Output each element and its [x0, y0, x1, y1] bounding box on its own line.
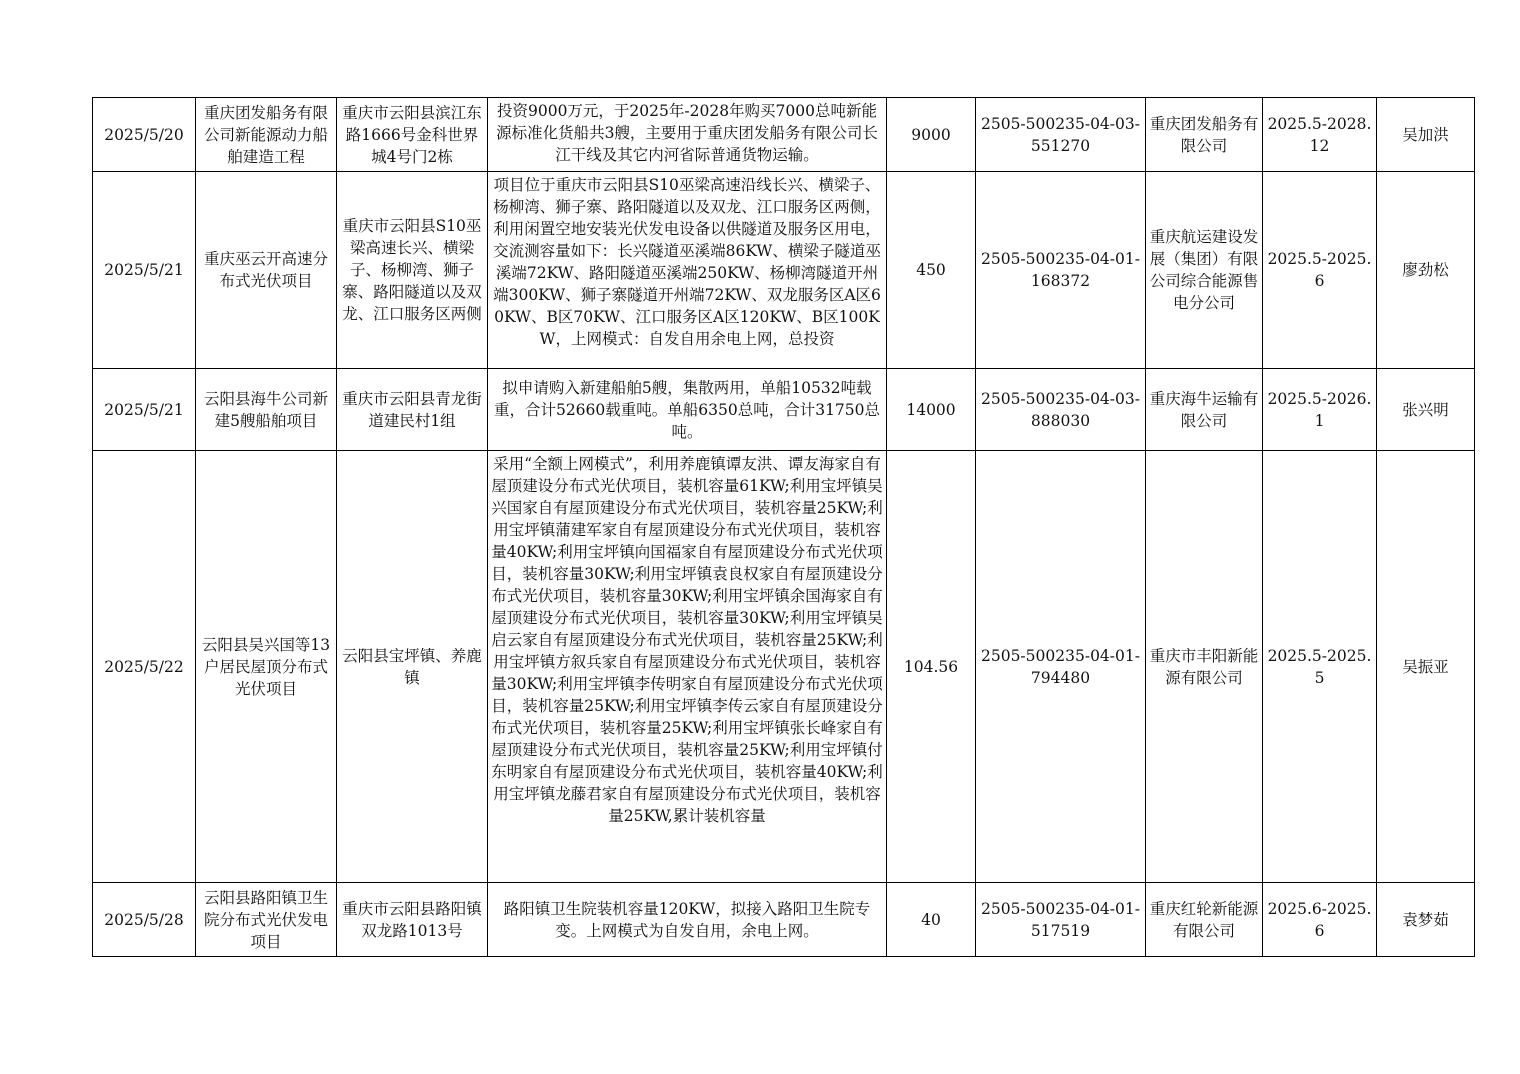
period-cell: 2025.5-2028.12 [1263, 98, 1377, 172]
date-cell: 2025/5/21 [93, 172, 196, 369]
period-cell: 2025.6-2025.6 [1263, 883, 1377, 957]
table-row [93, 172, 1475, 369]
period-cell: 2025.5-2026.1 [1263, 369, 1377, 451]
project-table [92, 97, 1475, 957]
table-row [93, 883, 1475, 957]
project-code-cell: 2505-500235-04-03-551270 [976, 98, 1146, 172]
investment-cell: 450 [887, 172, 976, 369]
date-cell: 2025/5/21 [93, 369, 196, 451]
table-row [93, 369, 1475, 451]
contact-cell: 吴振亚 [1377, 451, 1475, 883]
date-cell: 2025/5/22 [93, 451, 196, 883]
company-cell: 重庆市丰阳新能源有限公司 [1146, 451, 1263, 883]
date-cell: 2025/5/20 [93, 98, 196, 172]
project-name-cell: 云阳县海牛公司新建5艘船舶项目 [196, 369, 337, 451]
description-cell: 拟申请购入新建船舶5艘，集散两用，单船10532吨载重，合计52660载重吨。单船6350总吨，合计31750总吨。 [488, 369, 887, 451]
investment-cell: 9000 [887, 98, 976, 172]
company-cell: 重庆海牛运输有限公司 [1146, 369, 1263, 451]
location-cell: 重庆市云阳县路阳镇双龙路1013号 [337, 883, 488, 957]
period-cell: 2025.5-2025.5 [1263, 451, 1377, 883]
project-name-cell: 重庆团发船务有限公司新能源动力船舶建造工程 [196, 98, 337, 172]
table-row [93, 98, 1475, 172]
investment-cell: 40 [887, 883, 976, 957]
contact-cell: 廖劲松 [1377, 172, 1475, 369]
contact-cell: 袁梦茹 [1377, 883, 1475, 957]
project-code-cell: 2505-500235-04-01-168372 [976, 172, 1146, 369]
project-name-cell: 云阳县吴兴国等13户居民屋顶分布式光伏项目 [196, 451, 337, 883]
date-cell: 2025/5/28 [93, 883, 196, 957]
description-cell: 投资9000万元，于2025年-2028年购买7000总吨新能源标准化货船共3艘，主要用于重庆团发船务有限公司长江干线及其它内河省际普通货物运输。 [488, 98, 887, 172]
company-cell: 重庆团发船务有限公司 [1146, 98, 1263, 172]
location-cell: 重庆市云阳县青龙街道建民村1组 [337, 369, 488, 451]
location-cell: 重庆市云阳县S10巫梁高速长兴、横梁子、杨柳湾、狮子寨、路阳隧道以及双龙、江口服务区两侧 [337, 172, 488, 369]
project-code-cell: 2505-500235-04-03-888030 [976, 369, 1146, 451]
project-code-cell: 2505-500235-04-01-794480 [976, 451, 1146, 883]
project-code-cell: 2505-500235-04-01-517519 [976, 883, 1146, 957]
description-cell: 项目位于重庆市云阳县S10巫梁高速沿线长兴、横梁子、杨柳湾、狮子寨、路阳隧道以及双龙、江口服务区两侧，利用闲置空地安装光伏发电设备以供隧道及服务区用电，交流测容量如下：长兴隧道巫溪端86KW、横梁子隧道巫溪端72KW、路阳隧道巫溪端250KW、杨柳湾隧道开州端300KW、狮子寨隧道开州端72KW、双龙服务区A区60KW、B区70KW、江口服务区A区120KW、B区100KW，上网模式：自发自用余电上网，总投资 [488, 172, 887, 369]
contact-cell: 张兴明 [1377, 369, 1475, 451]
project-name-cell: 重庆巫云开高速分布式光伏项目 [196, 172, 337, 369]
contact-cell: 吴加洪 [1377, 98, 1475, 172]
project-name-cell: 云阳县路阳镇卫生院分布式光伏发电项目 [196, 883, 337, 957]
investment-cell: 104.56 [887, 451, 976, 883]
location-cell: 云阳县宝坪镇、养鹿镇 [337, 451, 488, 883]
investment-cell: 14000 [887, 369, 976, 451]
company-cell: 重庆航运建设发展（集团）有限公司综合能源售电分公司 [1146, 172, 1263, 369]
table-row [93, 451, 1475, 883]
period-cell: 2025.5-2025.6 [1263, 172, 1377, 369]
location-cell: 重庆市云阳县滨江东路1666号金科世界城4号门2栋 [337, 98, 488, 172]
company-cell: 重庆红轮新能源有限公司 [1146, 883, 1263, 957]
description-cell: 采用“全额上网模式”，利用养鹿镇谭友洪、谭友海家自有屋顶建设分布式光伏项目，装机容量61KW;利用宝坪镇吴兴国家自有屋顶建设分布式光伏项目，装机容量25KW;利用宝坪镇蒲建军家自有屋顶建设分布式光伏项目，装机容量40KW;利用宝坪镇向国福家自有屋顶建设分布式光伏项目，装机容量30KW;利用宝坪镇袁良权家自有屋顶建设分布式光伏项目，装机容量30KW;利用宝坪镇余国海家自有屋顶建设分布式光伏项目，装机容量30KW;利用宝坪镇吴启云家自有屋顶建设分布式光伏项目，装机容量25KW;利用宝坪镇方叙兵家自有屋顶建设分布式光伏项目，装机容量30KW;利用宝坪镇李传明家自有屋顶建设分布式光伏项目，装机容量25KW;利用宝坪镇李传云家自有屋顶建设分布式光伏项目，装机容量25KW;利用宝坪镇张长峰家自有屋顶建设分布式光伏项目，装机容量25KW;利用宝坪镇付东明家自有屋顶建设分布式光伏项目，装机容量40KW;利用宝坪镇龙藤君家自有屋顶建设分布式光伏项目，装机容量25KW,累计装机容量 [488, 451, 887, 883]
description-cell: 路阳镇卫生院装机容量120KW，拟接入路阳卫生院专变。上网模式为自发自用，余电上网。 [488, 883, 887, 957]
